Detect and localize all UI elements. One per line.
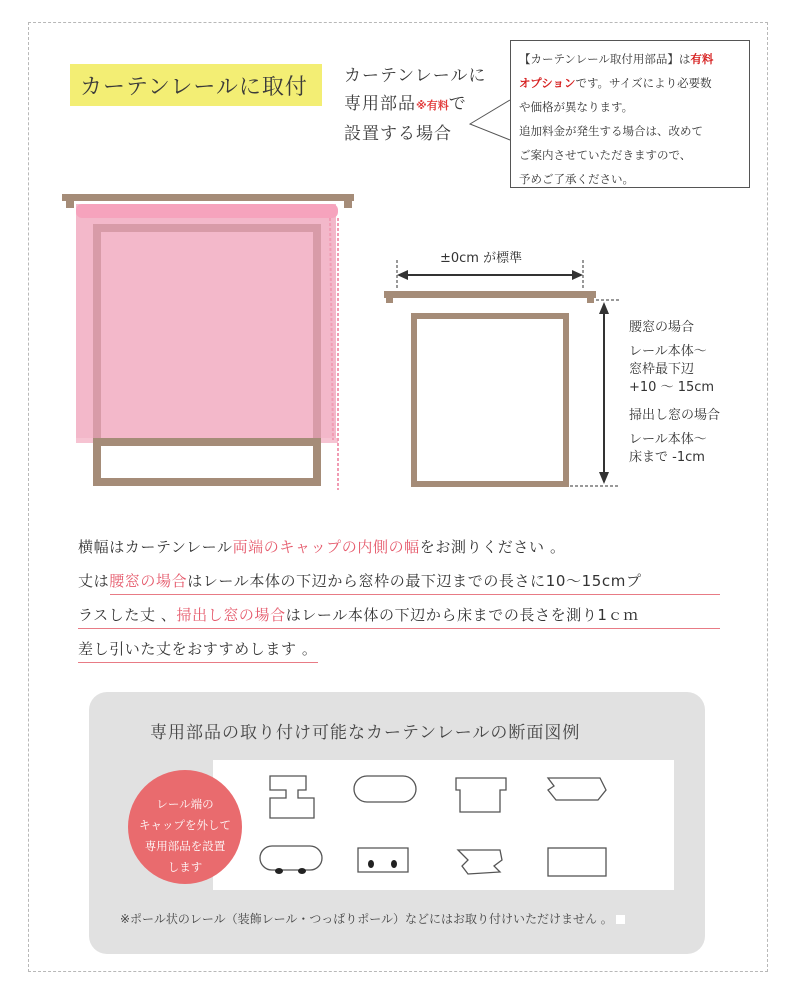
badge-line: します [167,860,203,874]
underline [78,662,318,663]
badge-line: 専用部品を設置 [144,839,226,853]
callout-emphasis: オプション [519,76,576,90]
instruction-text: ラスした丈 、 [78,606,177,624]
paid-note: ※有料 [416,99,449,112]
subtitle-line: カーテンレールに [344,66,487,86]
callout-line [519,47,741,71]
footnote [120,910,625,927]
floor-window-title: 掃出し窓の場合 [629,408,721,423]
instruction-text: 横幅はカーテンレール [78,538,233,556]
waist-window-line: +10 〜 15cm [629,380,715,395]
page-title: カーテンレールに取付 [80,75,308,100]
callout-box [510,40,750,188]
footnote-text: ※ポール状のレール（装飾レール・つっぱりポール）などにはお取り付けいただけません 。 [120,912,613,926]
rail-examples-box [213,760,674,890]
floor-window-line: 床まで -1cm [629,450,705,465]
note-marker [616,915,625,924]
instruction-emphasis: 両端のキャップの内側の幅 [232,538,420,556]
instruction-emphasis: 掃出し窓の場合 [176,606,286,624]
width-label: ±0cm が標準 [440,251,523,266]
instruction-text: はレール本体の下辺から床までの長さを測り1ｃｍ [285,606,639,624]
waist-window-line: レール本体〜 [629,344,707,359]
callout-line: 追加料金が発生する場合は、改めて [519,124,703,138]
instruction-text: 丈は [78,572,110,590]
underline [110,594,720,595]
subtitle-line: 設置する場合 [344,124,452,144]
subtitle [344,62,486,148]
callout-line: ご案内させていただきますので、 [519,148,692,162]
subtitle-text: 専用部品 [344,94,416,114]
instruction-line [78,570,642,591]
instruction-badge [128,770,242,884]
callout-emphasis: 有料 [690,52,714,66]
callout-line: や価格が異なります。 [519,100,634,114]
instruction-text: はレール本体の下辺から窓枠の最下辺までの長さに10〜15cmプ [187,572,642,590]
instruction-line: 差し引いた丈をおすすめします 。 [78,640,318,658]
badge-line: キャップを外して [139,818,231,832]
instruction-line [78,604,639,625]
subtitle-text: で [448,94,467,114]
instruction-line [78,536,566,557]
badge-line: レール端の [156,797,214,811]
callout-line [519,71,741,95]
callout-text: です。サイズにより必要数 [575,76,712,90]
callout-text: 【カーテンレール取付用部品】は [519,52,691,66]
underline [78,628,720,629]
floor-window-line: レール本体〜 [629,432,707,447]
panel-title: 専用部品の取り付け可能なカーテンレールの断面図例 [150,723,581,743]
callout-line: 予めご了承ください。 [519,172,634,186]
subtitle-line [344,90,486,120]
instruction-emphasis: 腰窓の場合 [109,572,188,590]
instruction-text: をお測りください 。 [419,538,566,556]
waist-window-line: 窓枠最下辺 [629,362,695,377]
waist-window-title: 腰窓の場合 [629,320,695,335]
